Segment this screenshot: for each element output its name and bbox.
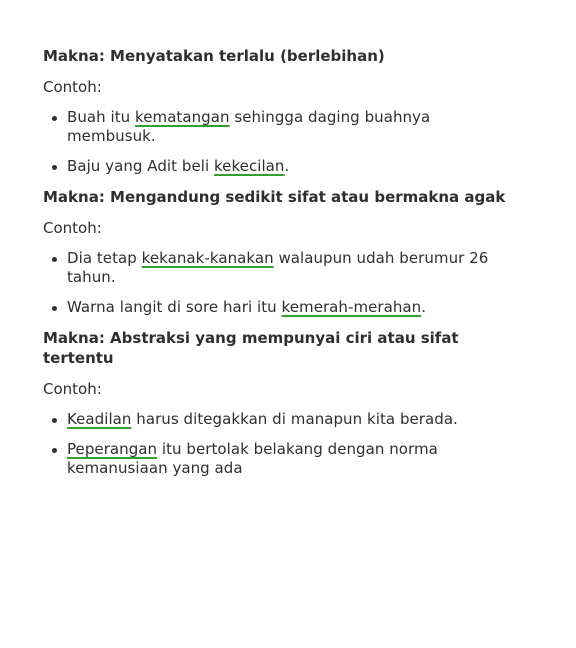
highlighted-word: Keadilan xyxy=(67,410,132,428)
example-text-before: Warna langit di sore hari itu xyxy=(67,298,282,316)
contoh-label: Contoh: xyxy=(43,78,102,96)
example-text-after: sehingga daging buahnya membusuk. xyxy=(67,108,431,145)
example-list xyxy=(43,410,523,478)
section-agak xyxy=(43,187,523,317)
example-text-after: . xyxy=(421,298,427,316)
list-item xyxy=(43,410,523,429)
example-text-after: . xyxy=(284,157,290,175)
highlighted-word: kekecilan xyxy=(213,157,285,175)
highlighted-word: Peperangan xyxy=(67,440,158,458)
example-text-after: walaupun udah berumur 26 tahun. xyxy=(67,249,489,286)
section-heading: Makna: Mengandung sedikit sifat atau bermakna agak xyxy=(43,188,506,206)
example-list xyxy=(43,249,523,317)
example-text-before: Baju yang Adit beli xyxy=(67,157,214,175)
list-item xyxy=(43,298,523,317)
section-abstraksi xyxy=(43,328,523,478)
section-heading: Makna: Abstraksi yang mempunyai ciri atau sifat tertentu xyxy=(43,329,459,367)
list-item xyxy=(43,108,523,146)
document-body xyxy=(43,46,523,489)
highlighted-word: kemerah-merahan xyxy=(281,298,422,316)
example-text-before: Buah itu xyxy=(67,108,136,126)
list-item xyxy=(43,440,523,478)
highlighted-word: kekanak-kanakan xyxy=(141,249,274,267)
example-text-after: itu bertolak belakang dengan norma kemanusiaan yang ada xyxy=(67,440,438,477)
section-berlebihan xyxy=(43,46,523,176)
section-heading: Makna: Menyatakan terlalu (berlebihan) xyxy=(43,47,385,65)
list-item xyxy=(43,157,523,176)
highlighted-word: kematangan xyxy=(135,108,230,126)
contoh-label: Contoh: xyxy=(43,219,102,237)
example-text-before: Dia tetap xyxy=(67,249,142,267)
example-text-after: harus ditegakkan di manapun kita berada. xyxy=(131,410,458,428)
list-item xyxy=(43,249,523,287)
example-list xyxy=(43,108,523,176)
contoh-label: Contoh: xyxy=(43,380,102,398)
